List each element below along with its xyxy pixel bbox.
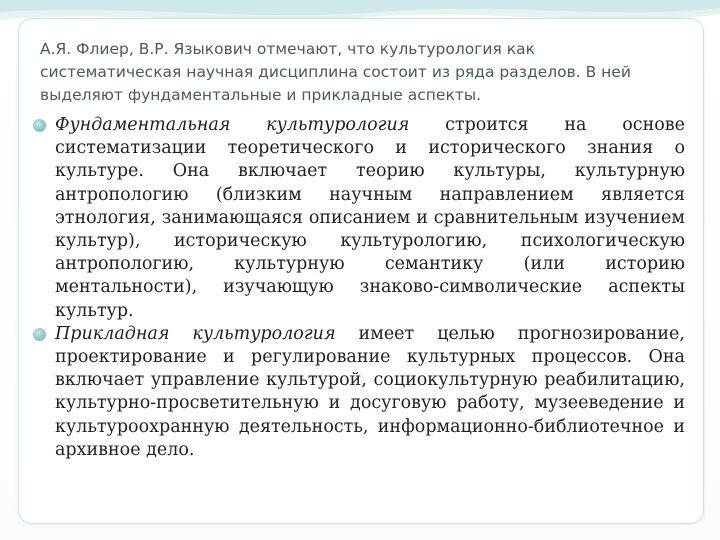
bullet-item-applied: [33, 323, 685, 462]
bullet-item-fundamental: [33, 114, 685, 323]
bullet-term: Прикладная культурология: [55, 323, 336, 344]
bullet-list: [33, 114, 685, 462]
bullet-text: имеет целью прогнозирование, проектирование и регулирование культурных процессов. Она включает управление культурой, социокультурную реабилитацию, культурно-просветительную и досуговую работу, музееведение и культуроохранную деятельность, информационно-библиотечное и архивное дело.: [55, 323, 685, 460]
bullet-text: строится на основе систематизации теоретического и исторического знания о культуре. Она включает теорию культуры, культурную антропологию (близким научным направлением является этнология, занимающаяся описанием и сравнительным изучением культур), историческую культурологию, психологическую антропологию, культурную семантику (или историю ментальности), изучающую знаково-символические аспекты культур.: [55, 115, 685, 321]
bullet-term: Фундаментальная культурология: [55, 115, 410, 135]
bullet-dot-icon: [33, 119, 46, 132]
bullet-dot-icon: [33, 328, 46, 341]
slide-title: А.Я. Флиер, В.Р. Языкович отмечают, что культурология как систематическая научная дисциплина состоит из ряда разделов. В ней выделяют фундаментальные и прикладные аспекты.: [40, 40, 631, 104]
